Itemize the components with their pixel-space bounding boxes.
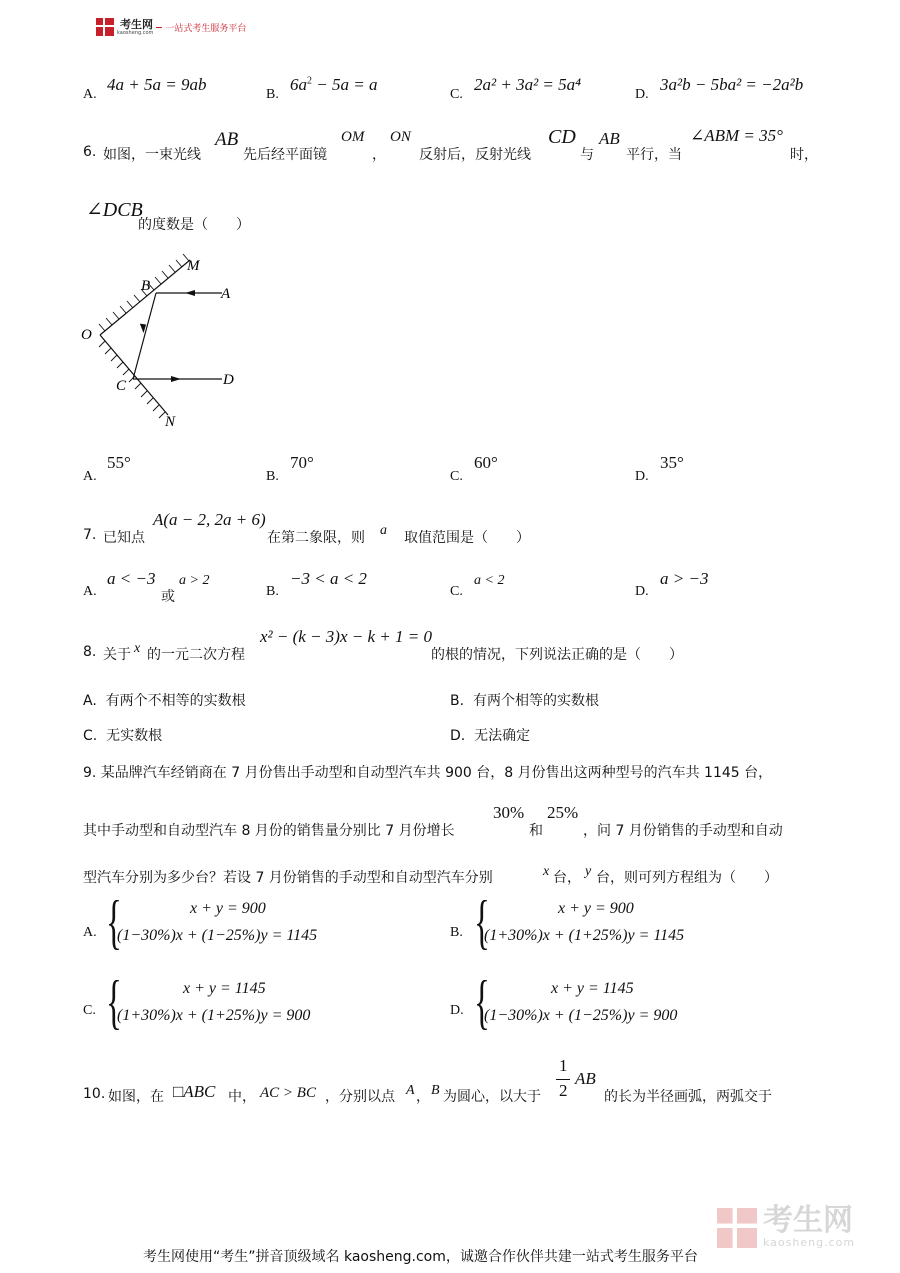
- q7-number: 7.: [83, 527, 97, 543]
- q7-option-a-or: 或: [161, 589, 175, 605]
- q9-option-d-brace: {: [474, 969, 490, 1035]
- watermark: [717, 1203, 856, 1249]
- q7-text-1: 已知点: [103, 530, 145, 546]
- figure-label-n: N: [165, 414, 176, 430]
- q10-text-1: 如图，在: [108, 1089, 164, 1105]
- q6-text-7: 时，: [790, 147, 818, 163]
- kaosheng-logo-icon: [96, 18, 114, 36]
- q10-text-6: 的长为半径画弧，两弧交于: [604, 1089, 772, 1105]
- q6-text-2: 先后经平面镜: [243, 147, 327, 163]
- q10-frac-bar: [556, 1079, 570, 1080]
- q9-math-y: y: [585, 864, 592, 879]
- figure-label-m: M: [187, 258, 200, 274]
- q5-option-c-expr: 2a² + 3a² = 5a⁴: [474, 75, 582, 94]
- q6-text-3: ，: [372, 147, 386, 163]
- q6-math-ab: AB: [215, 129, 239, 150]
- q6-option-b-letter: B.: [266, 469, 279, 484]
- q6-option-d-letter: D.: [635, 469, 649, 484]
- q7-option-a-letter: A.: [83, 584, 97, 599]
- q9-option-a-eq2: (1−30%)x + (1−25%)y = 1145: [117, 927, 318, 944]
- q7-option-a-value: a < −3: [107, 569, 156, 588]
- q6-math-cd: CD: [548, 126, 576, 148]
- q9-option-c-eq1: x + y = 1145: [183, 980, 266, 997]
- q7-text-2: 在第二象限，则: [267, 530, 365, 546]
- q9-option-a-letter: A.: [83, 925, 97, 940]
- q8-option-b: B. 有两个相等的实数根: [450, 693, 599, 709]
- figure-label-o: O: [81, 327, 92, 343]
- q5-option-d-expr: 3a²b − 5ba² = −2a²b: [660, 75, 804, 94]
- q9-option-b-eq2: (1+30%)x + (1+25%)y = 1145: [484, 927, 685, 944]
- q9-percent-25: 25%: [547, 803, 579, 822]
- q6-option-d-value: 35°: [660, 453, 684, 472]
- q6-text-1: 如图，一束光线: [103, 147, 201, 163]
- q10-frac-den: 2: [559, 1081, 568, 1100]
- q9-option-b-letter: B.: [450, 925, 463, 940]
- q8-option-c: C. 无实数根: [83, 728, 163, 744]
- figure-label-c: C: [116, 378, 127, 394]
- q9-option-d-letter: D.: [450, 1003, 464, 1018]
- q10-math-triangle: □ABC: [173, 1082, 216, 1101]
- q5-option-b-expr: $6a^2 - 5a = a$: [290, 75, 378, 94]
- q6-math-om: OM: [341, 129, 365, 145]
- q6-text-8: 的度数是（ ）: [138, 217, 250, 233]
- q6-option-a-value: 55°: [107, 453, 131, 472]
- header-logo: [96, 18, 246, 36]
- q6-math-on: ON: [390, 129, 411, 145]
- q9-line-3c: 台，则可列方程组为（ ）: [596, 870, 778, 886]
- q9-math-x: x: [543, 864, 550, 879]
- q10-number: 10.: [83, 1086, 106, 1102]
- q9-option-d-eq1: x + y = 1145: [551, 980, 634, 997]
- q10-math-ab: AB: [575, 1069, 596, 1088]
- q6-option-b-value: 70°: [290, 453, 314, 472]
- q7-math-a: a: [380, 523, 387, 538]
- q9-option-b-brace: {: [474, 889, 490, 955]
- q7-option-c-letter: C.: [450, 584, 463, 599]
- q9-percent-30: 30%: [493, 803, 525, 822]
- q9-line-3b: 台，: [553, 870, 581, 886]
- q7-option-b-value: −3 < a < 2: [290, 569, 367, 588]
- logo-name: 考生网: [120, 17, 153, 31]
- q6-mirror-figure: [75, 250, 255, 435]
- header-slogan: 一站式考生服务平台: [165, 23, 247, 34]
- q6-option-c-value: 60°: [474, 453, 498, 472]
- q10-text-3: ，分别以点: [325, 1089, 395, 1105]
- q8-text-1: 关于: [103, 647, 131, 663]
- q5-option-b-letter: B.: [266, 87, 279, 102]
- q6-text-4: 反射后，反射光线: [419, 147, 531, 163]
- q5-option-a-letter: A.: [83, 87, 97, 102]
- q5-option-a-expr: 4a + 5a = 9ab: [107, 75, 207, 94]
- q10-math-a: A: [406, 1083, 415, 1098]
- q10-text-5: 为圆心，以大于: [443, 1089, 541, 1105]
- q10-frac-num: 1: [559, 1056, 568, 1075]
- q7-text-3: 取值范围是（ ）: [404, 530, 530, 546]
- q6-number: 6.: [83, 144, 97, 160]
- q8-math-equation: x² − (k − 3)x − k + 1 = 0: [260, 627, 432, 646]
- q9-option-b-eq1: x + y = 900: [558, 900, 634, 917]
- q6-math-angle-abm: ∠ABM = 35°: [690, 126, 783, 145]
- q8-option-d: D. 无法确定: [450, 728, 531, 744]
- q10-text-2: 中，: [228, 1089, 256, 1105]
- watermark-name: 考生网: [763, 1203, 853, 1238]
- q6-math-ab-2: AB: [599, 129, 620, 148]
- q7-math-point: A(a − 2, 2a + 6): [153, 510, 266, 529]
- figure-label-d: D: [223, 372, 234, 388]
- q9-line-3a: 型汽车分别为多少台？若设 7 月份销售的手动型和自动型汽车分别: [83, 870, 493, 886]
- figure-label-a: A: [221, 286, 231, 302]
- q9-option-c-eq2: (1+30%)x + (1+25%)y = 900: [117, 1007, 311, 1024]
- watermark-logo-icon: [717, 1208, 757, 1248]
- q10-text-4: ，: [416, 1089, 430, 1105]
- q7-option-a-extra: a > 2: [179, 573, 210, 588]
- q9-option-c-letter: C.: [83, 1003, 96, 1018]
- q6-option-a-letter: A.: [83, 469, 97, 484]
- q5-option-d-letter: D.: [635, 87, 649, 102]
- q8-text-2: 的一元二次方程: [147, 647, 245, 663]
- q9-option-d-eq2: (1−30%)x + (1−25%)y = 900: [484, 1007, 678, 1024]
- footer-text: 考生网使用“考生”拼音顶级域名 kaosheng.com，诚邀合作伙伴共建一站式考生服务平台: [143, 1249, 698, 1265]
- q10-math-ac-gt-bc: AC > BC: [260, 1085, 316, 1101]
- q6-text-5: 与: [580, 147, 594, 163]
- q6-option-c-letter: C.: [450, 469, 463, 484]
- q7-option-b-letter: B.: [266, 584, 279, 599]
- q9-line-2a: 其中手动型和自动型汽车 8 月份的销售量分别比 7 月份增长: [83, 823, 455, 839]
- figure-label-b: B: [141, 278, 151, 294]
- q9-line-1: 9. 某品牌汽车经销商在 7 月份售出手动型和自动型汽车共 900 台，8 月份售出这两种型号的汽车共 1145 台，: [83, 765, 773, 781]
- q7-option-c-value: a < 2: [474, 573, 505, 588]
- q10-math-b: B: [431, 1083, 440, 1098]
- watermark-domain: kaosheng.com: [763, 1236, 856, 1249]
- q8-number: 8.: [83, 644, 97, 660]
- q9-option-a-brace: {: [106, 889, 122, 955]
- q9-line-2c: ，问 7 月份销售的手动型和自动: [583, 823, 783, 839]
- q8-math-x: x: [134, 641, 141, 656]
- q9-option-c-brace: {: [106, 969, 122, 1035]
- q9-line-2b: 和: [529, 823, 543, 839]
- q5-option-c-letter: C.: [450, 87, 463, 102]
- q8-text-3: 的根的情况，下列说法正确的是（ ）: [431, 647, 683, 663]
- q9-option-a-eq1: x + y = 900: [190, 900, 266, 917]
- q7-option-d-letter: D.: [635, 584, 649, 599]
- q8-option-a: A. 有两个不相等的实数根: [83, 693, 246, 709]
- q6-text-6: 平行，当: [626, 147, 682, 163]
- q6-math-angle-dcb: ∠DCB: [86, 199, 143, 221]
- logo-domain: kaosheng.com: [117, 29, 154, 36]
- q7-option-d-value: a > −3: [660, 569, 709, 588]
